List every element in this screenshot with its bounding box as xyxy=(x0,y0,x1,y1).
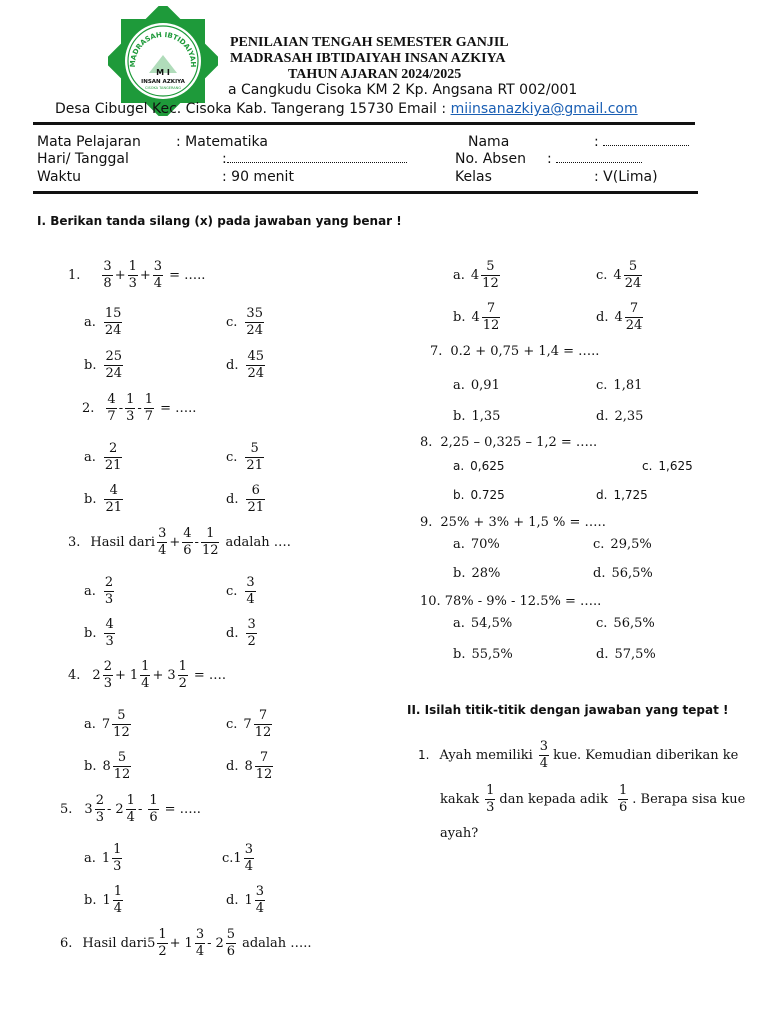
option-2b[interactable]: b. $\frac{4}{21}$ xyxy=(84,483,123,515)
option-8b[interactable]: b. 0.725 xyxy=(453,488,505,502)
option-10b[interactable]: b. 55,5% xyxy=(453,647,513,662)
question-5: 5. 3 $\frac{2}{3}$ - 2 $\frac{1}{4}$ - $\frac{1}{6}$ = ….. xyxy=(60,793,201,825)
subject-value: : Matematika xyxy=(176,134,268,150)
option-9c[interactable]: c. 29,5% xyxy=(593,537,652,552)
header-rule xyxy=(33,122,695,125)
subject-label: Mata Pelajaran xyxy=(37,134,141,150)
essay-1-line1: 1. Ayah memiliki $\frac{3}{4}$ kue. Kemudian diberikan ke xyxy=(418,739,739,771)
option-3b[interactable]: b. $\frac{4}{3}$ xyxy=(84,617,114,649)
fraction: $\frac{1}{3}$ xyxy=(128,259,137,291)
name-colon: : xyxy=(594,134,599,150)
school-address-line1: a Cangkudu Cisoka KM 2 Kp. Angsana RT 002/001 xyxy=(228,82,578,98)
class-value: : V(Lima) xyxy=(594,169,658,185)
date-colon: : xyxy=(222,151,227,167)
q-number: 5. xyxy=(60,801,73,817)
option-7b[interactable]: b. 1,35 xyxy=(453,409,501,424)
option-3a[interactable]: a. $\frac{2}{3}$ xyxy=(84,575,114,607)
option-6b[interactable]: b. 4 $\frac{7}{12}$ xyxy=(453,301,500,333)
option-5c[interactable]: c. 1 $\frac{3}{4}$ xyxy=(222,842,253,874)
option-7c[interactable]: c. 1,81 xyxy=(596,378,643,393)
option-7a[interactable]: a. 0,91 xyxy=(453,378,500,393)
option-2c[interactable]: c. $\frac{5}{21}$ xyxy=(226,441,263,473)
option-6d[interactable]: d. 4 $\frac{7}{24}$ xyxy=(596,301,643,333)
option-3d[interactable]: d. $\frac{3}{2}$ xyxy=(226,617,256,649)
option-5b[interactable]: b. 1 $\frac{1}{4}$ xyxy=(84,884,123,916)
q-number: 1. xyxy=(68,267,81,283)
q-number: 3. xyxy=(68,534,81,550)
option-1d[interactable]: d. $\frac{45}{24}$ xyxy=(226,349,265,381)
logo-name-text: INSAN AZKIYA xyxy=(141,79,185,85)
absen-colon: : xyxy=(547,151,552,167)
essay-1-line2: kakak $\frac{1}{3}$ dan kepada adik $\frac{1}{6}$ . Berapa sisa kue xyxy=(440,783,746,815)
option-1c[interactable]: c. $\frac{35}{24}$ xyxy=(226,306,263,338)
option-10a[interactable]: a. 54,5% xyxy=(453,616,513,631)
option-7d[interactable]: d. 2,35 xyxy=(596,409,644,424)
option-10c[interactable]: c. 56,5% xyxy=(596,616,655,631)
section-1-heading: I. Berikan tanda silang (x) pada jawaban yang benar ! xyxy=(37,214,402,228)
info-rule xyxy=(33,191,698,194)
q-number: 6. xyxy=(60,935,73,951)
time-label: Waktu xyxy=(37,169,81,185)
option-4a[interactable]: a. 7 $\frac{5}{12}$ xyxy=(84,708,130,740)
question-9: 9. 25% + 3% + 1,5 % = ….. xyxy=(420,515,606,530)
exam-title: PENILAIAN TENGAH SEMESTER GANJIL xyxy=(230,35,509,50)
question-2: 2. $\frac{4}{7}$ - $\frac{1}{3}$ - $\frac{1}{7}$ = ….. xyxy=(82,392,197,424)
fraction: $\frac{3}{4}$ xyxy=(153,259,163,291)
option-2d[interactable]: d. $\frac{6}{21}$ xyxy=(226,483,265,515)
question-7: 7. 0.2 + 0,75 + 1,4 = ….. xyxy=(430,344,600,359)
q-number: 4. xyxy=(68,667,81,683)
question-4: 4. 2 $\frac{2}{3}$ + 1 $\frac{1}{4}$ + 3 $\frac{1}{2}$ = …. xyxy=(68,659,227,691)
address-text: Desa Cibugel Kec. Cisoka Kab. Tangerang 15730 Email : xyxy=(55,101,451,117)
question-3: 3. Hasil dari $\frac{3}{4}$ + $\frac{4}{6}$ - $\frac{1}{12}$ adalah …. xyxy=(68,526,291,558)
option-3c[interactable]: c. $\frac{3}{4}$ xyxy=(226,575,255,607)
option-1b[interactable]: b. $\frac{25}{24}$ xyxy=(84,349,123,381)
option-9b[interactable]: b. 28% xyxy=(453,566,501,581)
name-label: Nama xyxy=(468,134,510,150)
essay-1-line3: ayah? xyxy=(440,826,479,841)
option-2a[interactable]: a. $\frac{2}{21}$ xyxy=(84,441,122,473)
time-value: : 90 menit xyxy=(222,169,294,185)
option-5a[interactable]: a. 1 $\frac{1}{3}$ xyxy=(84,842,122,874)
option-6c[interactable]: c. 4 $\frac{5}{24}$ xyxy=(596,259,642,291)
logo-mi-text: M I xyxy=(156,68,170,77)
option-8d[interactable]: d. 1,725 xyxy=(596,488,648,502)
absen-label: No. Absen xyxy=(455,151,526,167)
option-10d[interactable]: d. 57,5% xyxy=(596,647,656,662)
q-number: 2. xyxy=(82,400,95,416)
date-field[interactable] xyxy=(222,151,407,167)
option-8a[interactable]: a. 0,625 xyxy=(453,459,505,473)
email-link[interactable]: miinsanazkiya@gmail.com xyxy=(450,101,638,117)
question-1: 1. $\frac{3}{8}$ + $\frac{1}{3}$ + $\frac{3}{4}$ = ….. xyxy=(68,259,206,291)
option-9a[interactable]: a. 70% xyxy=(453,537,500,552)
option-4d[interactable]: d. 8 $\frac{7}{12}$ xyxy=(226,750,273,782)
school-name: MADRASAH IBTIDAIYAH INSAN AZKIYA xyxy=(230,51,506,66)
class-label: Kelas xyxy=(455,169,492,185)
name-field[interactable] xyxy=(594,134,689,150)
question-6: 6. Hasil dari 5 $\frac{1}{2}$ + 1 $\frac{3}{4}$ - 2 $\frac{5}{6}$ adalah ….. xyxy=(60,927,312,959)
school-logo xyxy=(108,6,218,116)
logo-arc-text: MADRASAH IBTIDAIYAH xyxy=(128,30,198,68)
school-year: TAHUN AJARAN 2024/2025 xyxy=(288,67,462,82)
section-2-heading: II. Isilah titik-titik dengan jawaban yang tepat ! xyxy=(407,703,729,717)
option-5d[interactable]: d. 1 $\frac{3}{4}$ xyxy=(226,884,265,916)
option-1a[interactable]: a. $\frac{15}{24}$ xyxy=(84,306,122,338)
fraction: $\frac{3}{8}$ xyxy=(103,259,112,291)
school-address-line2 xyxy=(55,101,638,117)
question-8: 8. 2,25 – 0,325 – 1,2 = ….. xyxy=(420,435,598,450)
absen-field[interactable] xyxy=(547,151,642,167)
option-9d[interactable]: d. 56,5% xyxy=(593,566,653,581)
option-8c[interactable]: c. 1,625 xyxy=(642,459,693,473)
question-10: 10. 78% - 9% - 12.5% = ….. xyxy=(420,594,602,609)
date-label: Hari/ Tanggal xyxy=(37,151,129,167)
option-6a[interactable]: a. 4 $\frac{5}{12}$ xyxy=(453,259,499,291)
logo-city-text: CISOKA TANGERANG xyxy=(144,86,182,90)
option-4c[interactable]: c. 7 $\frac{7}{12}$ xyxy=(226,708,272,740)
option-4b[interactable]: b. 8 $\frac{5}{12}$ xyxy=(84,750,131,782)
